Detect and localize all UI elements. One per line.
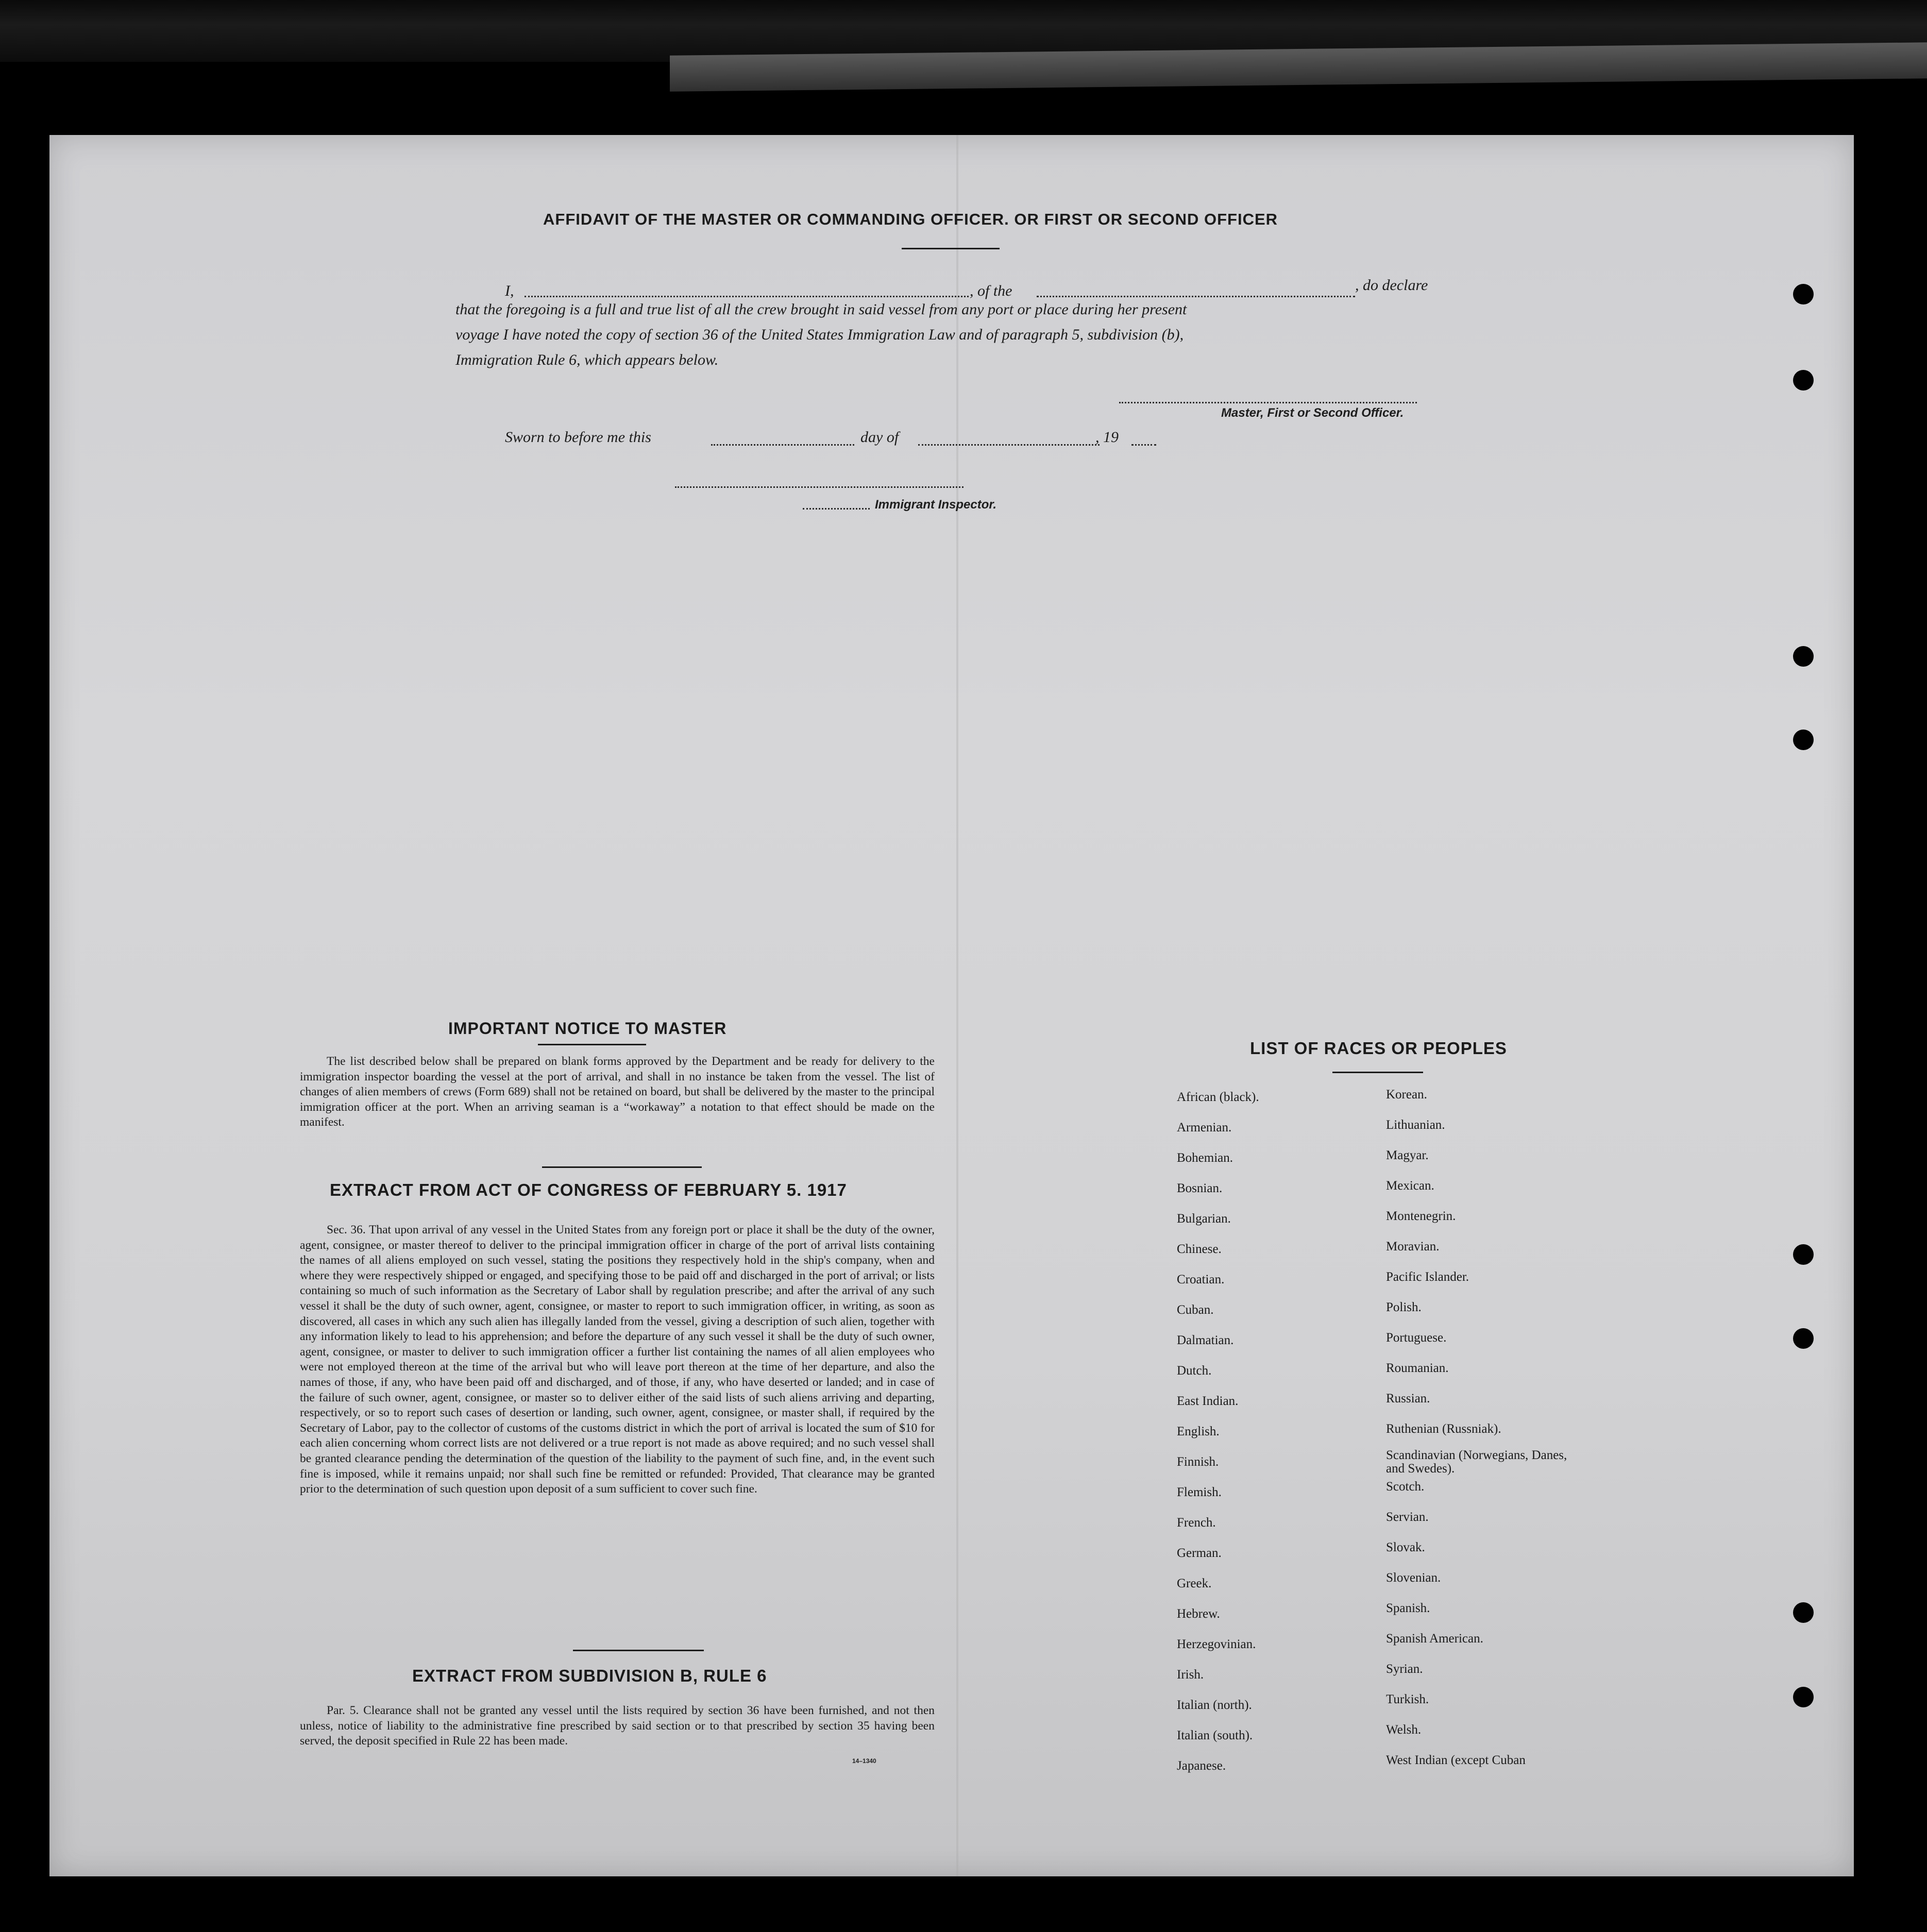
race-list-item: Moravian. [1386, 1240, 1440, 1253]
affidavit-title: AFFIDAVIT OF THE MASTER OR COMMANDING OFFICER. OR FIRST OR SECOND OFFICER [543, 210, 1278, 228]
race-list-item: Flemish. [1177, 1485, 1222, 1499]
race-list-item: Armenian. [1177, 1121, 1232, 1134]
act-extract-title: EXTRACT FROM ACT OF CONGRESS OF FEBRUARY 5. 1917 [330, 1180, 847, 1199]
rule-extract-title: EXTRACT FROM SUBDIVISION B, RULE 6 [412, 1666, 767, 1685]
affidavit-line-4: Immigration Rule 6, which appears below. [455, 351, 719, 368]
affidavit-line-2: that the foregoing is a full and true list of all the crew brought in said vessel from any port or place during her present [455, 301, 1187, 318]
race-list-item: Scotch. [1386, 1480, 1425, 1494]
race-list-item: Dalmatian. [1177, 1333, 1234, 1347]
notice-paragraph [300, 1054, 935, 1130]
inspector-prefix-dots [803, 508, 870, 510]
sworn-year-blank [1131, 444, 1156, 446]
race-list-item: Herzegovinian. [1177, 1637, 1256, 1651]
affidavit-declare-label: , do declare [1355, 277, 1428, 294]
binder-hole [1793, 370, 1814, 391]
races-title-rule [1332, 1072, 1423, 1073]
race-list-item: Greek. [1177, 1577, 1212, 1590]
race-list-item: Magyar. [1386, 1148, 1429, 1162]
race-list-item: Bohemian. [1177, 1151, 1233, 1165]
rule-extract-text: Par. 5. Clearance shall not be granted any vessel until the lists required by section 36 have been furnished, and not then unless, notice of liability to the administrative fine prescribed by said section or to that prescribed by section 35 having been served, the deposit specified in Rule 22 has been made. [300, 1704, 935, 1748]
vessel-blank [1037, 296, 1355, 297]
race-list-item: African (black). [1177, 1090, 1259, 1104]
binder-hole [1793, 1244, 1814, 1265]
race-list-item: Cuban. [1177, 1303, 1214, 1317]
race-list-item: Lithuanian. [1386, 1118, 1445, 1132]
act-extract-paragraph [300, 1223, 935, 1497]
binder-hole [1793, 1602, 1814, 1623]
race-list-item: Servian. [1386, 1510, 1429, 1524]
race-list-item: Pacific Islander. [1386, 1270, 1469, 1284]
notice-text: The list described below shall be prepared on blank forms approved by the Department and be ready for delivery to the immigration inspector boarding the vessel at the port of arrival, and shall in no instance be taken from the vessel. The list of changes of alien members of crews (Form 689) shall not be retained on board, but shall be delivered by the master to the principal immigration officer at the port. When an arriving seaman is a “workaway” a notation to that effect should be made on the manifest. [300, 1055, 935, 1129]
race-list-item: Polish. [1386, 1300, 1422, 1314]
races-title: LIST OF RACES OR PEOPLES [1250, 1039, 1507, 1058]
act-extract-text: Sec. 36. That upon arrival of any vessel in the United States from any foreign port or place it shall be the duty of the owner, agent, consignee, or master thereof to deliver to the principal immigration officer in charge of the port of arrival lists containing the names of all aliens employed on such vessel, stating the positions they respectively hold in the ship's company, when and where they were respectively shipped or engaged, and specifying those to be paid off and discharged in the port of arrival; or lists containing so much of such information as the Secretary of Labor shall by regulation prescribe; and after the arrival of any such vessel it shall be the duty of such owner, agent, consignee, or master to report to such immigration officer, in writing, as soon as discovered, all cases in which any such alien has illegally landed from the vessel, giving a description of such alien, together with any information likely to lead to his apprehension; and before the departure of any such vessel it shall be the duty of such owner, agent, consignee, or master to deliver to such immigration officer a further list containing the names of all alien employees who were not employed thereon at the time of the arrival but who will leave port thereon at the time of her departure, and also the names of those, if any, who have been paid off and discharged, and of those, if any, who have deserted or landed; and in case of the failure of such owner, agent, consignee, or master so to deliver either of the said lists of such aliens arriving and departing, respectively, or so to report such cases of desertion or landing, such owner, agent, consignee, or master shall, if required by the Secretary of Labor, pay to the collector of customs of the customs district in which the port of arrival is located the sum of $10 for each alien concerning whom correct lists are not delivered or a true report is not made as above required; and no such vessel shall be granted clearance pending the determination of the question of the liability to the payment of such fine, and, in the event such fine is imposed, while it remains unpaid; nor shall such fine be remitted or refunded: Provided, That clearance may be granted prior to the determination of such question upon deposit of a sum sufficient to cover such fine. [300, 1223, 935, 1496]
scan-top-border [0, 0, 1927, 62]
affidavit-line-3: voyage I have noted the copy of section 36 of the United States Immigration Law and of paragraph 5, subdivision (b), [455, 326, 1184, 343]
race-list-item: Turkish. [1386, 1692, 1429, 1706]
binder-hole [1793, 284, 1814, 304]
sworn-day-blank [711, 444, 854, 446]
race-list-item: Portuguese. [1386, 1331, 1447, 1345]
race-list-item: German. [1177, 1546, 1222, 1560]
notice-title: IMPORTANT NOTICE TO MASTER [448, 1019, 727, 1038]
race-list-item: Roumanian. [1386, 1361, 1449, 1375]
sworn-year-label: , 19 [1095, 429, 1119, 446]
notice-title-rule [538, 1044, 646, 1045]
race-list-item: Spanish. [1386, 1601, 1430, 1615]
race-list-item: Hebrew. [1177, 1607, 1220, 1621]
races-right-column [1386, 1087, 1582, 1783]
race-list-item: Finnish. [1177, 1455, 1219, 1469]
binder-hole [1793, 646, 1814, 667]
race-list-item: Irish. [1177, 1668, 1204, 1682]
binder-hole [1793, 1687, 1814, 1707]
races-left-column [1177, 1090, 1373, 1789]
race-list-item: Slovak. [1386, 1540, 1425, 1554]
race-list-item: Welsh. [1386, 1723, 1422, 1737]
inspector-caption: Immigrant Inspector. [875, 498, 997, 512]
race-list-item: Scandinavian (Norwegians, Danes, and Swedes). [1386, 1448, 1567, 1476]
affidavit-i-label: I, [505, 282, 514, 299]
race-list-item: Mexican. [1386, 1179, 1434, 1193]
race-list-item: Chinese. [1177, 1242, 1222, 1256]
master-signature-caption: Master, First or Second Officer. [1221, 406, 1404, 420]
race-list-item: Italian (north). [1177, 1698, 1252, 1712]
race-list-item: Slovenian. [1386, 1571, 1441, 1585]
master-signature-line [1119, 402, 1417, 403]
race-list-item: English. [1177, 1425, 1220, 1438]
race-list-item: Montenegrin. [1386, 1209, 1456, 1223]
race-list-item: Korean. [1386, 1088, 1427, 1101]
race-list-item: French. [1177, 1516, 1216, 1530]
race-list-item: Dutch. [1177, 1364, 1212, 1378]
affidavit-of-the-label: , of the [970, 282, 1012, 299]
sworn-label: Sworn to before me this [505, 429, 651, 446]
rule-extract-paragraph [300, 1703, 935, 1749]
affidavit-title-rule [902, 248, 1000, 249]
race-list-item: Croatian. [1177, 1273, 1225, 1286]
race-list-item: Italian (south). [1177, 1728, 1253, 1742]
notice-end-rule [542, 1166, 702, 1168]
act-extract-end-rule [573, 1650, 704, 1651]
form-sheet [49, 135, 1854, 1876]
race-list-item: West Indian (except Cuban [1386, 1753, 1526, 1767]
race-list-item: Bosnian. [1177, 1181, 1223, 1195]
race-list-item: Russian. [1386, 1392, 1430, 1405]
sworn-day-of-label: day of [860, 429, 899, 446]
race-list-item: Bulgarian. [1177, 1212, 1231, 1226]
race-list-item: Spanish American. [1386, 1632, 1483, 1646]
race-list-item: Syrian. [1386, 1662, 1423, 1676]
race-list-item: Japanese. [1177, 1759, 1226, 1773]
inspector-signature-line [675, 486, 964, 488]
form-number: 14–1340 [852, 1757, 876, 1765]
sworn-month-blank [918, 444, 1100, 446]
binder-hole [1793, 1328, 1814, 1349]
name-blank [525, 296, 969, 297]
race-list-item: East Indian. [1177, 1394, 1239, 1408]
binder-hole [1793, 730, 1814, 750]
race-list-item: Ruthenian (Russniak). [1386, 1422, 1501, 1436]
